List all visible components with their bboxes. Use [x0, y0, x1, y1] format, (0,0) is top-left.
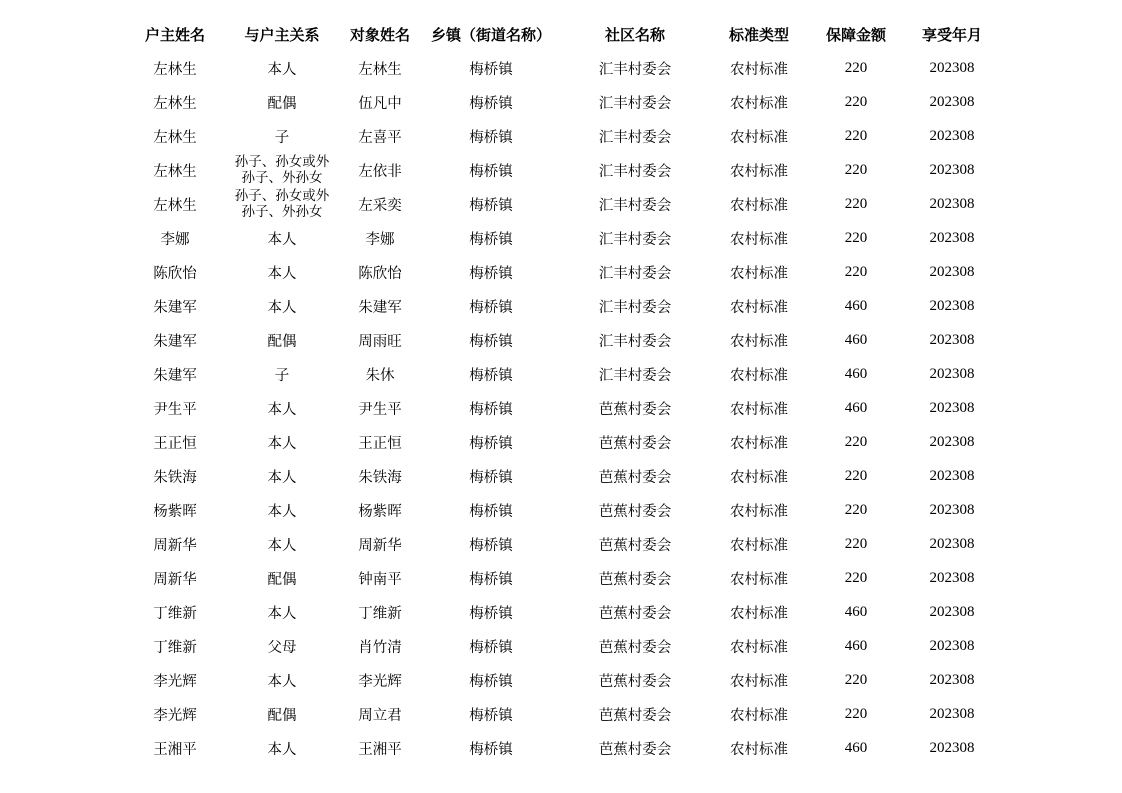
recipient-name-cell: 陈欣怡	[358, 265, 402, 282]
standard-type-cell: 农村标准	[730, 333, 788, 350]
recipient-name-cell: 左林生	[358, 61, 402, 78]
community-name-cell: 芭蕉村委会	[598, 435, 672, 452]
benefit-amount-cell: 460	[844, 637, 868, 654]
township-cell: 梅桥镇	[469, 299, 513, 316]
benefit-month-cell: 202308	[929, 705, 975, 722]
recipient-name-cell: 朱建军	[358, 299, 402, 316]
household-head-name-cell: 左林生	[153, 163, 197, 180]
recipient-name-cell: 李光辉	[358, 673, 402, 690]
table-body	[120, 51, 996, 765]
relation-cell: 本人	[267, 299, 297, 316]
township-cell: 梅桥镇	[469, 707, 513, 724]
township-cell: 梅桥镇	[469, 95, 513, 112]
benefit-amount-cell: 220	[844, 569, 868, 586]
benefit-month-cell: 202308	[929, 127, 975, 144]
recipient-name-cell: 尹生平	[358, 401, 402, 418]
benefit-month-cell: 202308	[929, 739, 975, 756]
township-cell: 梅桥镇	[469, 537, 513, 554]
benefit-amount-cell: 220	[844, 671, 868, 688]
relation-cell: 子	[274, 367, 290, 384]
relation-cell: 本人	[267, 537, 297, 554]
township-cell: 梅桥镇	[469, 333, 513, 350]
household-head-name-cell: 朱建军	[153, 333, 197, 350]
community-name-cell: 芭蕉村委会	[598, 537, 672, 554]
recipient-name-cell: 朱休	[365, 367, 395, 384]
township-cell: 梅桥镇	[469, 129, 513, 146]
benefit-amount-cell: 460	[844, 365, 868, 382]
relation-cell: 本人	[267, 469, 297, 486]
township-cell: 梅桥镇	[469, 367, 513, 384]
recipient-name-cell: 丁维新	[358, 605, 402, 622]
benefit-amount-cell: 460	[844, 331, 868, 348]
community-name-cell: 汇丰村委会	[598, 265, 672, 282]
table-row	[120, 255, 996, 289]
recipient-name-cell: 左喜平	[358, 129, 402, 146]
header-benefit-amount: 保障金额	[825, 25, 886, 44]
recipient-name-cell: 左依非	[358, 163, 402, 180]
community-name-cell: 芭蕉村委会	[598, 571, 672, 588]
standard-type-cell: 农村标准	[730, 639, 788, 656]
benefit-amount-cell: 220	[844, 263, 868, 280]
recipient-name-cell: 伍凡中	[358, 95, 402, 112]
benefit-month-cell: 202308	[929, 195, 975, 212]
standard-type-cell: 农村标准	[730, 197, 788, 214]
table-row	[120, 85, 996, 119]
table-row	[120, 561, 996, 595]
township-cell: 梅桥镇	[469, 197, 513, 214]
standard-type-cell: 农村标准	[730, 163, 788, 180]
benefit-month-cell: 202308	[929, 671, 975, 688]
household-head-name-cell: 左林生	[153, 61, 197, 78]
benefit-amount-cell: 220	[844, 59, 868, 76]
standard-type-cell: 农村标准	[730, 129, 788, 146]
header-relation-to-head: 与户主关系	[244, 25, 320, 44]
table-row	[120, 221, 996, 255]
table-row	[120, 119, 996, 153]
header-benefit-month: 享受年月	[921, 25, 982, 44]
table-row	[120, 595, 996, 629]
household-head-name-cell: 周新华	[153, 537, 197, 554]
recipient-name-cell: 杨紫晖	[358, 503, 402, 520]
recipient-name-cell: 王湘平	[358, 741, 402, 758]
recipient-name-cell: 肖竹清	[358, 639, 402, 656]
relation-cell: 父母	[267, 639, 297, 656]
standard-type-cell: 农村标准	[730, 265, 788, 282]
community-name-cell: 汇丰村委会	[598, 95, 672, 112]
household-head-name-cell: 陈欣怡	[153, 265, 197, 282]
table-row	[120, 51, 996, 85]
benefit-amount-cell: 460	[844, 603, 868, 620]
table-row	[120, 459, 996, 493]
community-name-cell: 汇丰村委会	[598, 367, 672, 384]
header-township: 乡镇（街道名称）	[430, 25, 551, 44]
benefit-month-cell: 202308	[929, 161, 975, 178]
relation-cell: 配偶	[267, 333, 297, 350]
table-row	[120, 493, 996, 527]
table-header	[120, 17, 996, 51]
table-row	[120, 629, 996, 663]
benefit-month-cell: 202308	[929, 365, 975, 382]
household-head-name-cell: 李娜	[160, 231, 190, 248]
standard-type-cell: 农村标准	[730, 299, 788, 316]
benefit-amount-cell: 220	[844, 161, 868, 178]
relation-cell: 本人	[267, 503, 297, 520]
community-name-cell: 芭蕉村委会	[598, 605, 672, 622]
relation-cell: 孙子、孙女或外孙子、外孙女	[234, 154, 330, 186]
standard-type-cell: 农村标准	[730, 571, 788, 588]
household-head-name-cell: 王正恒	[153, 435, 197, 452]
benefit-month-cell: 202308	[929, 399, 975, 416]
community-name-cell: 芭蕉村委会	[598, 503, 672, 520]
township-cell: 梅桥镇	[469, 571, 513, 588]
benefit-month-cell: 202308	[929, 297, 975, 314]
header-community-name: 社区名称	[604, 25, 665, 44]
standard-type-cell: 农村标准	[730, 61, 788, 78]
township-cell: 梅桥镇	[469, 469, 513, 486]
assistance-roster-table	[120, 17, 996, 765]
community-name-cell: 汇丰村委会	[598, 299, 672, 316]
household-head-name-cell: 朱建军	[153, 367, 197, 384]
benefit-amount-cell: 460	[844, 399, 868, 416]
standard-type-cell: 农村标准	[730, 673, 788, 690]
township-cell: 梅桥镇	[469, 503, 513, 520]
table-row	[120, 527, 996, 561]
benefit-amount-cell: 220	[844, 229, 868, 246]
township-cell: 梅桥镇	[469, 435, 513, 452]
header-row	[120, 17, 996, 51]
household-head-name-cell: 丁维新	[153, 605, 197, 622]
relation-cell: 配偶	[267, 571, 297, 588]
household-head-name-cell: 李光辉	[153, 707, 197, 724]
relation-cell: 本人	[267, 61, 297, 78]
community-name-cell: 汇丰村委会	[598, 163, 672, 180]
township-cell: 梅桥镇	[469, 741, 513, 758]
relation-cell: 本人	[267, 741, 297, 758]
household-head-name-cell: 王湘平	[153, 741, 197, 758]
standard-type-cell: 农村标准	[730, 503, 788, 520]
standard-type-cell: 农村标准	[730, 435, 788, 452]
recipient-name-cell: 李娜	[365, 231, 395, 248]
community-name-cell: 汇丰村委会	[598, 61, 672, 78]
standard-type-cell: 农村标准	[730, 469, 788, 486]
benefit-month-cell: 202308	[929, 59, 975, 76]
community-name-cell: 芭蕉村委会	[598, 741, 672, 758]
benefit-amount-cell: 460	[844, 297, 868, 314]
header-standard-type: 标准类型	[728, 25, 789, 44]
township-cell: 梅桥镇	[469, 231, 513, 248]
recipient-name-cell: 周立君	[358, 707, 402, 724]
community-name-cell: 芭蕉村委会	[598, 469, 672, 486]
household-head-name-cell: 李光辉	[153, 673, 197, 690]
relation-cell: 本人	[267, 265, 297, 282]
table-row	[120, 391, 996, 425]
recipient-name-cell: 周新华	[358, 537, 402, 554]
household-head-name-cell: 朱建军	[153, 299, 197, 316]
township-cell: 梅桥镇	[469, 639, 513, 656]
standard-type-cell: 农村标准	[730, 707, 788, 724]
relation-cell: 配偶	[267, 95, 297, 112]
table-row	[120, 425, 996, 459]
standard-type-cell: 农村标准	[730, 741, 788, 758]
table-row	[120, 153, 996, 187]
benefit-amount-cell: 220	[844, 705, 868, 722]
table-row	[120, 697, 996, 731]
community-name-cell: 芭蕉村委会	[598, 707, 672, 724]
table-row	[120, 289, 996, 323]
township-cell: 梅桥镇	[469, 163, 513, 180]
standard-type-cell: 农村标准	[730, 401, 788, 418]
header-recipient-name: 对象姓名	[349, 25, 410, 44]
table-row	[120, 663, 996, 697]
relation-cell: 配偶	[267, 707, 297, 724]
relation-cell: 本人	[267, 401, 297, 418]
relation-cell: 本人	[267, 435, 297, 452]
benefit-amount-cell: 220	[844, 501, 868, 518]
household-head-name-cell: 尹生平	[153, 401, 197, 418]
relation-cell: 本人	[267, 231, 297, 248]
benefit-month-cell: 202308	[929, 569, 975, 586]
township-cell: 梅桥镇	[469, 401, 513, 418]
community-name-cell: 芭蕉村委会	[598, 401, 672, 418]
township-cell: 梅桥镇	[469, 673, 513, 690]
benefit-month-cell: 202308	[929, 467, 975, 484]
household-head-name-cell: 杨紫晖	[153, 503, 197, 520]
recipient-name-cell: 朱铁海	[358, 469, 402, 486]
relation-cell: 本人	[267, 605, 297, 622]
benefit-month-cell: 202308	[929, 93, 975, 110]
benefit-amount-cell: 460	[844, 739, 868, 756]
benefit-amount-cell: 220	[844, 535, 868, 552]
standard-type-cell: 农村标准	[730, 605, 788, 622]
recipient-name-cell: 左采奕	[358, 197, 402, 214]
table-row	[120, 187, 996, 221]
benefit-month-cell: 202308	[929, 501, 975, 518]
community-name-cell: 汇丰村委会	[598, 231, 672, 248]
standard-type-cell: 农村标准	[730, 537, 788, 554]
benefit-amount-cell: 220	[844, 93, 868, 110]
benefit-amount-cell: 220	[844, 195, 868, 212]
recipient-name-cell: 周雨旺	[358, 333, 402, 350]
recipient-name-cell: 钟南平	[358, 571, 402, 588]
benefit-month-cell: 202308	[929, 603, 975, 620]
household-head-name-cell: 朱铁海	[153, 469, 197, 486]
benefit-month-cell: 202308	[929, 433, 975, 450]
benefit-amount-cell: 220	[844, 127, 868, 144]
township-cell: 梅桥镇	[469, 61, 513, 78]
relation-cell: 本人	[267, 673, 297, 690]
community-name-cell: 汇丰村委会	[598, 129, 672, 146]
benefit-amount-cell: 220	[844, 433, 868, 450]
table-row	[120, 731, 996, 765]
header-household-head-name: 户主姓名	[144, 25, 205, 44]
relation-cell: 孙子、孙女或外孙子、外孙女	[234, 188, 330, 220]
benefit-month-cell: 202308	[929, 331, 975, 348]
household-head-name-cell: 周新华	[153, 571, 197, 588]
relation-cell: 子	[274, 129, 290, 146]
benefit-month-cell: 202308	[929, 535, 975, 552]
standard-type-cell: 农村标准	[730, 231, 788, 248]
benefit-amount-cell: 220	[844, 467, 868, 484]
recipient-name-cell: 王正恒	[358, 435, 402, 452]
household-head-name-cell: 左林生	[153, 197, 197, 214]
household-head-name-cell: 左林生	[153, 129, 197, 146]
community-name-cell: 汇丰村委会	[598, 197, 672, 214]
household-head-name-cell: 左林生	[153, 95, 197, 112]
community-name-cell: 汇丰村委会	[598, 333, 672, 350]
standard-type-cell: 农村标准	[730, 95, 788, 112]
table-row	[120, 323, 996, 357]
community-name-cell: 芭蕉村委会	[598, 673, 672, 690]
household-head-name-cell: 丁维新	[153, 639, 197, 656]
standard-type-cell: 农村标准	[730, 367, 788, 384]
benefit-month-cell: 202308	[929, 637, 975, 654]
benefit-month-cell: 202308	[929, 263, 975, 280]
benefit-month-cell: 202308	[929, 229, 975, 246]
community-name-cell: 芭蕉村委会	[598, 639, 672, 656]
township-cell: 梅桥镇	[469, 265, 513, 282]
table-row	[120, 357, 996, 391]
township-cell: 梅桥镇	[469, 605, 513, 622]
